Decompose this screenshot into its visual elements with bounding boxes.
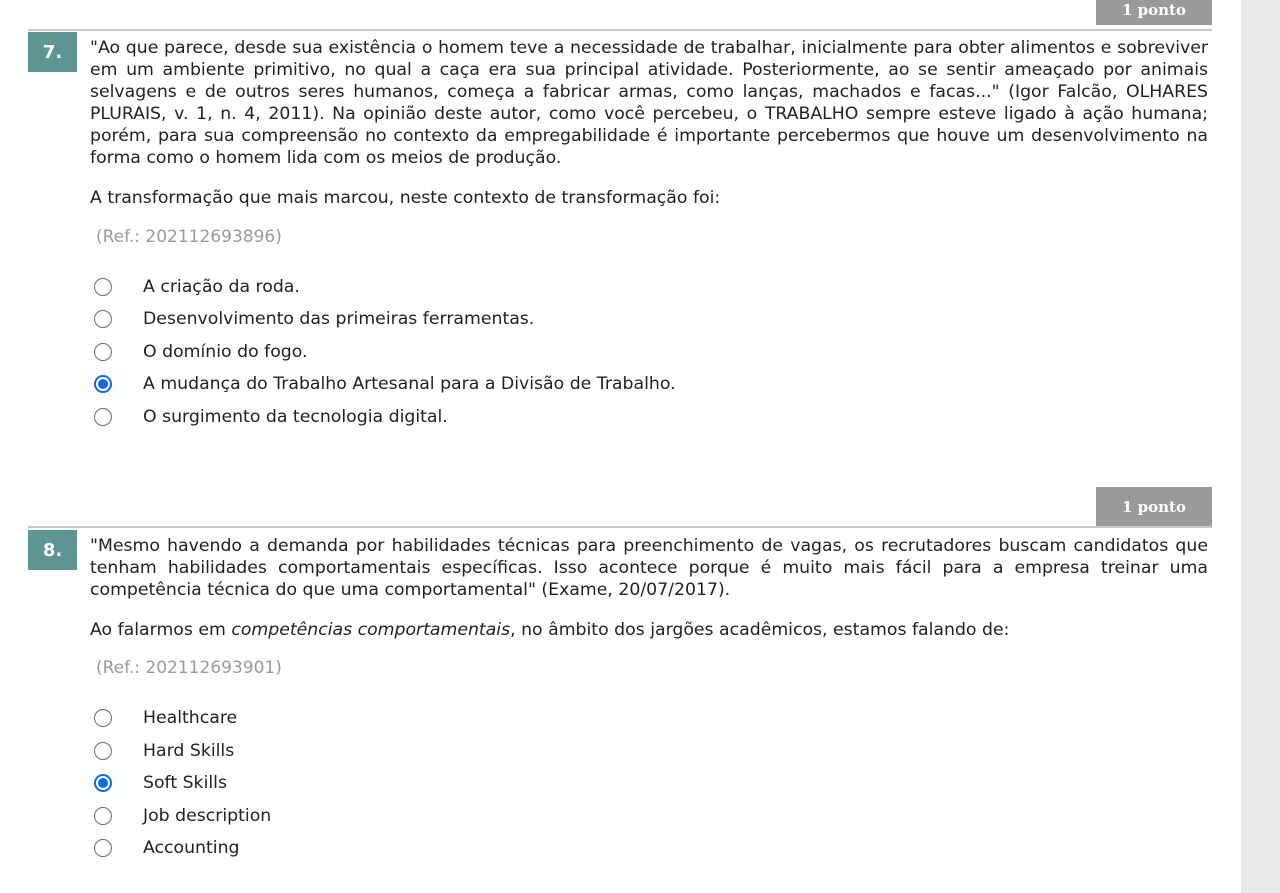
option-label: O surgimento da tecnologia digital.: [143, 407, 448, 427]
question-reference: (Ref.: 202112693896): [96, 227, 282, 247]
radio-button-selected[interactable]: [94, 375, 112, 393]
option-label: Healthcare: [143, 708, 238, 728]
divider: [28, 526, 1212, 528]
option-label: Desenvolvimento das primeiras ferramentas.: [143, 309, 535, 329]
question-stem: "Ao que parece, desde sua existência o homem teve a necessidade de trabalhar, inicialmente para obter alimentos e sobreviver em um ambiente primitivo, no qual a caça era sua principal atividade. Posteriormente, ao se sentir ameaçado por animais selvagens e de outros seres humanos, começa a fabricar armas, como lanças, machados e facas..." (Igor Falcão, OLHARES PLURAIS, v. 1, n. 4, 2011). Na opinião deste autor, como você percebeu, o TRABALHO sempre esteve ligado à ação humana; porém, para sua compreensão no contexto da empregabilidade é importante percebermos que houve um desenvolvimento na forma como o homem lida com os meios de produção.: [90, 38, 1208, 168]
question-number: 8.: [28, 530, 77, 570]
prompt-emphasis: competências comportamentais: [231, 620, 511, 640]
option-b[interactable]: [94, 739, 235, 763]
option-e[interactable]: [94, 836, 240, 860]
radio-button[interactable]: [94, 343, 112, 361]
radio-button[interactable]: [94, 408, 112, 426]
question-stem: "Mesmo havendo a demanda por habilidades técnicas para preenchimento de vagas, os recrutadores buscam candidatos que tenham habilidades comportamentais específicas. Isso acontece porque é muito mais fácil para a empresa treinar uma competência técnica do que uma comportamental" (Exame, 20/07/2017).: [90, 536, 1208, 600]
radio-button[interactable]: [94, 310, 112, 328]
radio-button[interactable]: [94, 839, 112, 857]
question-number: 7.: [28, 32, 77, 72]
prompt-text: , no âmbito dos jargões acadêmicos, estamos falando de:: [510, 620, 1010, 640]
radio-button[interactable]: [94, 742, 112, 760]
page-scrollbar[interactable]: [1241, 0, 1280, 893]
points-badge: 1 ponto: [1096, 487, 1212, 527]
radio-button[interactable]: [94, 807, 112, 825]
option-c[interactable]: [94, 340, 308, 364]
option-label: Accounting: [143, 838, 240, 858]
option-label: O domínio do fogo.: [143, 342, 308, 362]
option-b[interactable]: [94, 307, 535, 331]
option-c[interactable]: [94, 771, 227, 795]
divider: [28, 29, 1212, 31]
option-d[interactable]: [94, 804, 272, 828]
question-reference: (Ref.: 202112693901): [96, 658, 282, 678]
prompt-text: Ao falarmos em: [90, 620, 232, 640]
option-label: A criação da roda.: [143, 277, 300, 297]
question-prompt: A transformação que mais marcou, neste contexto de transformação foi:: [90, 188, 721, 208]
option-e[interactable]: [94, 405, 448, 429]
radio-button-selected[interactable]: [94, 774, 112, 792]
radio-button[interactable]: [94, 278, 112, 296]
points-badge: 1 ponto: [1096, 0, 1212, 25]
option-a[interactable]: [94, 706, 238, 730]
option-a[interactable]: [94, 275, 300, 299]
radio-button[interactable]: [94, 709, 112, 727]
option-d[interactable]: [94, 372, 676, 396]
option-label: Hard Skills: [143, 741, 235, 761]
option-label: Soft Skills: [143, 773, 227, 793]
option-label: Job description: [143, 806, 272, 826]
question-prompt: [90, 619, 1009, 641]
option-label: A mudança do Trabalho Artesanal para a Divisão de Trabalho.: [143, 374, 676, 394]
